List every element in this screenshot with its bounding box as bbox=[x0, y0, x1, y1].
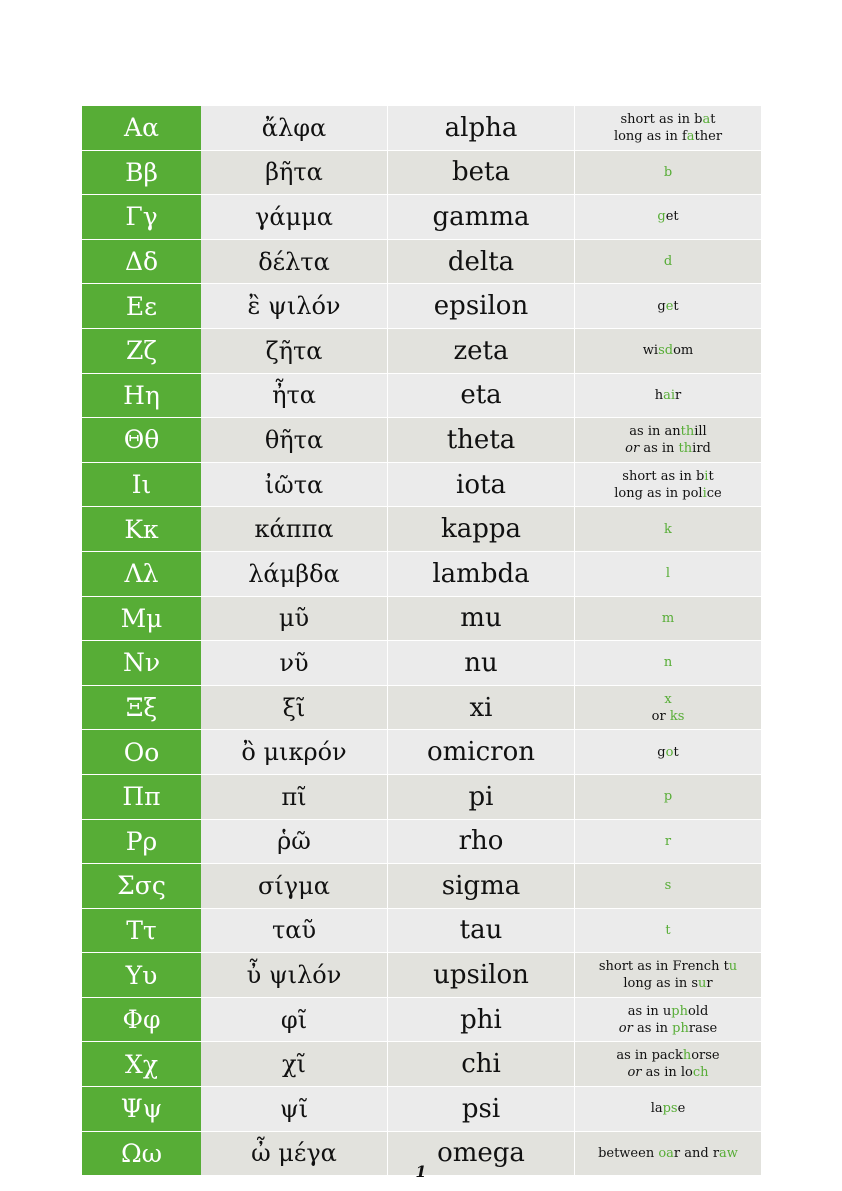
letter-cell: Θθ bbox=[82, 418, 201, 463]
pronunciation-text: t bbox=[673, 744, 679, 760]
english-name-cell: psi bbox=[388, 1087, 575, 1132]
table-body bbox=[82, 106, 761, 1176]
highlighted-sound: i bbox=[702, 485, 707, 501]
highlighted-sound: ai bbox=[663, 387, 676, 403]
highlighted-sound: sd bbox=[658, 343, 674, 359]
pronunciation-cell bbox=[575, 997, 762, 1042]
letter-cell: Ωω bbox=[82, 1131, 201, 1176]
pronunciation-cell bbox=[575, 106, 762, 150]
table-row bbox=[82, 418, 761, 463]
table-row bbox=[82, 106, 761, 150]
pronunciation-text: r and r bbox=[673, 1145, 720, 1161]
highlighted-sound: e bbox=[665, 298, 674, 314]
highlighted-sound: m bbox=[661, 610, 675, 626]
greek-name-cell: ψῖ bbox=[201, 1087, 388, 1132]
english-name-cell: xi bbox=[388, 685, 575, 730]
pronunciation-line bbox=[575, 440, 761, 457]
highlighted-sound: n bbox=[663, 655, 673, 671]
pronunciation-text: r bbox=[675, 387, 682, 403]
pronunciation-cell bbox=[575, 328, 762, 373]
highlighted-sound: l bbox=[665, 566, 671, 582]
pronunciation-cell bbox=[575, 1042, 762, 1087]
letter-cell: Ββ bbox=[82, 150, 201, 195]
pronunciation-text: as in lo bbox=[641, 1065, 693, 1081]
pronunciation-text: t bbox=[708, 468, 714, 484]
greek-name-cell: ὦ μέγα bbox=[201, 1131, 388, 1176]
pronunciation-cell bbox=[575, 195, 762, 240]
pronunciation-cell bbox=[575, 819, 762, 864]
highlighted-sound: u bbox=[698, 976, 707, 992]
letter-cell: Οο bbox=[82, 730, 201, 775]
table-row bbox=[82, 997, 761, 1042]
pronunciation-text: e bbox=[677, 1101, 686, 1117]
pronunciation-text: or bbox=[651, 708, 670, 724]
greek-name-cell: φῖ bbox=[201, 997, 388, 1042]
table-row bbox=[82, 641, 761, 686]
english-name-cell: rho bbox=[388, 819, 575, 864]
greek-name-cell: ἰῶτα bbox=[201, 462, 388, 507]
english-name-cell: mu bbox=[388, 596, 575, 641]
letter-cell: Λλ bbox=[82, 551, 201, 596]
pronunciation-text: short as in b bbox=[620, 111, 703, 127]
pronunciation-line bbox=[575, 610, 761, 627]
pronunciation-text: orse bbox=[691, 1048, 720, 1064]
pronunciation-cell bbox=[575, 551, 762, 596]
letter-cell: Ζζ bbox=[82, 328, 201, 373]
pronunciation-text: t bbox=[673, 298, 679, 314]
pronunciation-line bbox=[575, 922, 761, 939]
greek-name-cell: πῖ bbox=[201, 774, 388, 819]
highlighted-sound: s bbox=[664, 878, 672, 894]
highlighted-sound: ph bbox=[672, 1020, 689, 1036]
table-row bbox=[82, 507, 761, 552]
english-name-cell: theta bbox=[388, 418, 575, 463]
highlighted-sound: th bbox=[678, 440, 693, 456]
pronunciation-line bbox=[575, 958, 761, 975]
pronunciation-text: or bbox=[627, 1065, 642, 1081]
greek-name-cell: ὂ μικρόν bbox=[201, 730, 388, 775]
pronunciation-line bbox=[575, 253, 761, 270]
table-row bbox=[82, 685, 761, 730]
english-name-cell: eta bbox=[388, 373, 575, 418]
pronunciation-line bbox=[575, 342, 761, 359]
pronunciation-line bbox=[575, 128, 761, 145]
english-name-cell: epsilon bbox=[388, 284, 575, 329]
pronunciation-line bbox=[575, 1145, 761, 1162]
letter-cell: Κκ bbox=[82, 507, 201, 552]
highlighted-sound: x bbox=[664, 691, 672, 707]
english-name-cell: nu bbox=[388, 641, 575, 686]
highlighted-sound: th bbox=[680, 423, 695, 439]
pronunciation-cell bbox=[575, 596, 762, 641]
highlighted-sound: a bbox=[702, 111, 711, 127]
highlighted-sound: d bbox=[663, 254, 673, 270]
greek-name-cell: νῦ bbox=[201, 641, 388, 686]
letter-cell: Εε bbox=[82, 284, 201, 329]
greek-name-cell: γάμμα bbox=[201, 195, 388, 240]
english-name-cell: iota bbox=[388, 462, 575, 507]
english-name-cell: kappa bbox=[388, 507, 575, 552]
pronunciation-line bbox=[575, 1047, 761, 1064]
pronunciation-cell bbox=[575, 239, 762, 284]
pronunciation-line bbox=[575, 877, 761, 894]
pronunciation-text: or bbox=[625, 440, 640, 456]
letter-cell: Σσς bbox=[82, 864, 201, 909]
english-name-cell: tau bbox=[388, 908, 575, 953]
pronunciation-line bbox=[575, 208, 761, 225]
greek-name-cell: ἦτα bbox=[201, 373, 388, 418]
greek-name-cell: ξῖ bbox=[201, 685, 388, 730]
pronunciation-text: ther bbox=[694, 128, 723, 144]
highlighted-sound: u bbox=[728, 959, 738, 975]
table-row bbox=[82, 908, 761, 953]
greek-name-cell: ταῦ bbox=[201, 908, 388, 953]
pronunciation-cell bbox=[575, 908, 762, 953]
highlighted-sound: ps bbox=[662, 1101, 678, 1117]
table-row bbox=[82, 284, 761, 329]
highlighted-sound: h bbox=[682, 1048, 692, 1064]
highlighted-sound: b bbox=[663, 164, 673, 180]
english-name-cell: chi bbox=[388, 1042, 575, 1087]
greek-name-cell: ῥῶ bbox=[201, 819, 388, 864]
highlighted-sound: ch bbox=[692, 1065, 709, 1081]
pronunciation-line bbox=[575, 1003, 761, 1020]
highlighted-sound: g bbox=[657, 209, 666, 225]
table-row bbox=[82, 239, 761, 284]
letter-cell: Ττ bbox=[82, 908, 201, 953]
pronunciation-text: g bbox=[657, 744, 666, 760]
pronunciation-line bbox=[575, 521, 761, 538]
greek-name-cell: ὖ ψιλόν bbox=[201, 953, 388, 998]
english-name-cell: alpha bbox=[388, 106, 575, 150]
greek-name-cell: σίγμα bbox=[201, 864, 388, 909]
greek-name-cell: βῆτα bbox=[201, 150, 388, 195]
pronunciation-text: h bbox=[654, 387, 664, 403]
pronunciation-cell bbox=[575, 864, 762, 909]
pronunciation-text: long as in pol bbox=[614, 485, 703, 501]
page-number: 1 bbox=[415, 1162, 427, 1181]
pronunciation-text: g bbox=[657, 298, 666, 314]
highlighted-sound: ph bbox=[671, 1003, 688, 1019]
pronunciation-text: as in pack bbox=[616, 1048, 683, 1064]
english-name-cell: lambda bbox=[388, 551, 575, 596]
table-row bbox=[82, 774, 761, 819]
english-name-cell: omicron bbox=[388, 730, 575, 775]
table-row bbox=[82, 373, 761, 418]
pronunciation-cell bbox=[575, 150, 762, 195]
table-row bbox=[82, 551, 761, 596]
pronunciation-cell bbox=[575, 774, 762, 819]
english-name-cell: sigma bbox=[388, 864, 575, 909]
english-name-cell: delta bbox=[388, 239, 575, 284]
pronunciation-cell bbox=[575, 953, 762, 998]
english-name-cell: beta bbox=[388, 150, 575, 195]
pronunciation-text: om bbox=[673, 343, 694, 359]
pronunciation-text: ce bbox=[706, 485, 722, 501]
highlighted-sound: i bbox=[704, 468, 709, 484]
pronunciation-text: wi bbox=[642, 343, 659, 359]
pronunciation-line bbox=[575, 788, 761, 805]
letter-cell: Δδ bbox=[82, 239, 201, 284]
table-row bbox=[82, 1042, 761, 1087]
english-name-cell: zeta bbox=[388, 328, 575, 373]
pronunciation-line bbox=[575, 298, 761, 315]
pronunciation-cell bbox=[575, 507, 762, 552]
pronunciation-line bbox=[575, 833, 761, 850]
letter-cell: Ππ bbox=[82, 774, 201, 819]
pronunciation-line bbox=[575, 691, 761, 708]
pronunciation-text: ill bbox=[694, 423, 707, 439]
table-row bbox=[82, 953, 761, 998]
table-row bbox=[82, 328, 761, 373]
english-name-cell: upsilon bbox=[388, 953, 575, 998]
english-name-cell: gamma bbox=[388, 195, 575, 240]
pronunciation-line bbox=[575, 423, 761, 440]
pronunciation-text: ird bbox=[692, 440, 711, 456]
pronunciation-text: la bbox=[650, 1101, 663, 1117]
pronunciation-text: long as in s bbox=[623, 976, 699, 992]
pronunciation-line bbox=[575, 111, 761, 128]
greek-name-cell: ζῆτα bbox=[201, 328, 388, 373]
table-row bbox=[82, 730, 761, 775]
greek-name-cell: μῦ bbox=[201, 596, 388, 641]
pronunciation-line bbox=[575, 1064, 761, 1081]
table-row bbox=[82, 819, 761, 864]
letter-cell: Γγ bbox=[82, 195, 201, 240]
highlighted-sound: r bbox=[664, 833, 672, 849]
table-row bbox=[82, 462, 761, 507]
greek-name-cell: δέλτα bbox=[201, 239, 388, 284]
highlighted-sound: p bbox=[663, 789, 673, 805]
pronunciation-text: as in bbox=[632, 1020, 673, 1036]
pronunciation-text: old bbox=[687, 1003, 709, 1019]
pronunciation-line bbox=[575, 975, 761, 992]
pronunciation-text: long as in f bbox=[613, 128, 687, 144]
pronunciation-cell bbox=[575, 685, 762, 730]
pronunciation-text: et bbox=[665, 209, 679, 225]
letter-cell: Ρρ bbox=[82, 819, 201, 864]
pronunciation-cell bbox=[575, 418, 762, 463]
pronunciation-cell bbox=[575, 730, 762, 775]
table-row bbox=[82, 195, 761, 240]
letter-cell: Αα bbox=[82, 106, 201, 150]
english-name-cell: pi bbox=[388, 774, 575, 819]
letter-cell: Ιι bbox=[82, 462, 201, 507]
pronunciation-text: short as in b bbox=[622, 468, 705, 484]
greek-name-cell: ἒ ψιλόν bbox=[201, 284, 388, 329]
pronunciation-line bbox=[575, 708, 761, 725]
greek-alphabet-table bbox=[82, 106, 761, 1176]
pronunciation-line bbox=[575, 387, 761, 404]
letter-cell: Ξξ bbox=[82, 685, 201, 730]
pronunciation-cell bbox=[575, 284, 762, 329]
pronunciation-text: or bbox=[618, 1020, 633, 1036]
greek-name-cell: λάμβδα bbox=[201, 551, 388, 596]
pronunciation-line bbox=[575, 1100, 761, 1117]
pronunciation-text: t bbox=[710, 111, 716, 127]
letter-cell: Μμ bbox=[82, 596, 201, 641]
english-name-cell: omega bbox=[388, 1131, 575, 1176]
highlighted-sound: aw bbox=[719, 1145, 738, 1161]
pronunciation-line bbox=[575, 468, 761, 485]
pronunciation-line bbox=[575, 654, 761, 671]
pronunciation-text: as in u bbox=[627, 1003, 672, 1019]
table-row bbox=[82, 1087, 761, 1132]
greek-name-cell: ἄλφα bbox=[201, 106, 388, 150]
pronunciation-text: rase bbox=[688, 1020, 718, 1036]
pronunciation-text: short as in French t bbox=[598, 959, 729, 975]
pronunciation-line bbox=[575, 1020, 761, 1037]
highlighted-sound: o bbox=[665, 744, 674, 760]
table-row bbox=[82, 864, 761, 909]
letter-cell: Φφ bbox=[82, 997, 201, 1042]
highlighted-sound: ks bbox=[669, 708, 685, 724]
pronunciation-cell bbox=[575, 462, 762, 507]
pronunciation-text: as in an bbox=[629, 423, 681, 439]
highlighted-sound: k bbox=[664, 521, 672, 537]
pronunciation-cell bbox=[575, 373, 762, 418]
pronunciation-text: between bbox=[598, 1145, 659, 1161]
letter-cell: Χχ bbox=[82, 1042, 201, 1087]
greek-name-cell: κάππα bbox=[201, 507, 388, 552]
greek-name-cell: χῖ bbox=[201, 1042, 388, 1087]
pronunciation-cell bbox=[575, 1087, 762, 1132]
pronunciation-line bbox=[575, 565, 761, 582]
pronunciation-line bbox=[575, 485, 761, 502]
table-row bbox=[82, 596, 761, 641]
highlighted-sound: oa bbox=[658, 1145, 674, 1161]
greek-name-cell: θῆτα bbox=[201, 418, 388, 463]
highlighted-sound: a bbox=[686, 128, 695, 144]
highlighted-sound: t bbox=[665, 922, 671, 938]
english-name-cell: phi bbox=[388, 997, 575, 1042]
pronunciation-cell bbox=[575, 641, 762, 686]
letter-cell: Υυ bbox=[82, 953, 201, 998]
letter-cell: Νν bbox=[82, 641, 201, 686]
table-row bbox=[82, 150, 761, 195]
pronunciation-text: as in bbox=[639, 440, 679, 456]
pronunciation-text: r bbox=[706, 976, 713, 992]
letter-cell: Ηη bbox=[82, 373, 201, 418]
letter-cell: Ψψ bbox=[82, 1087, 201, 1132]
pronunciation-line bbox=[575, 164, 761, 181]
pronunciation-line bbox=[575, 744, 761, 761]
